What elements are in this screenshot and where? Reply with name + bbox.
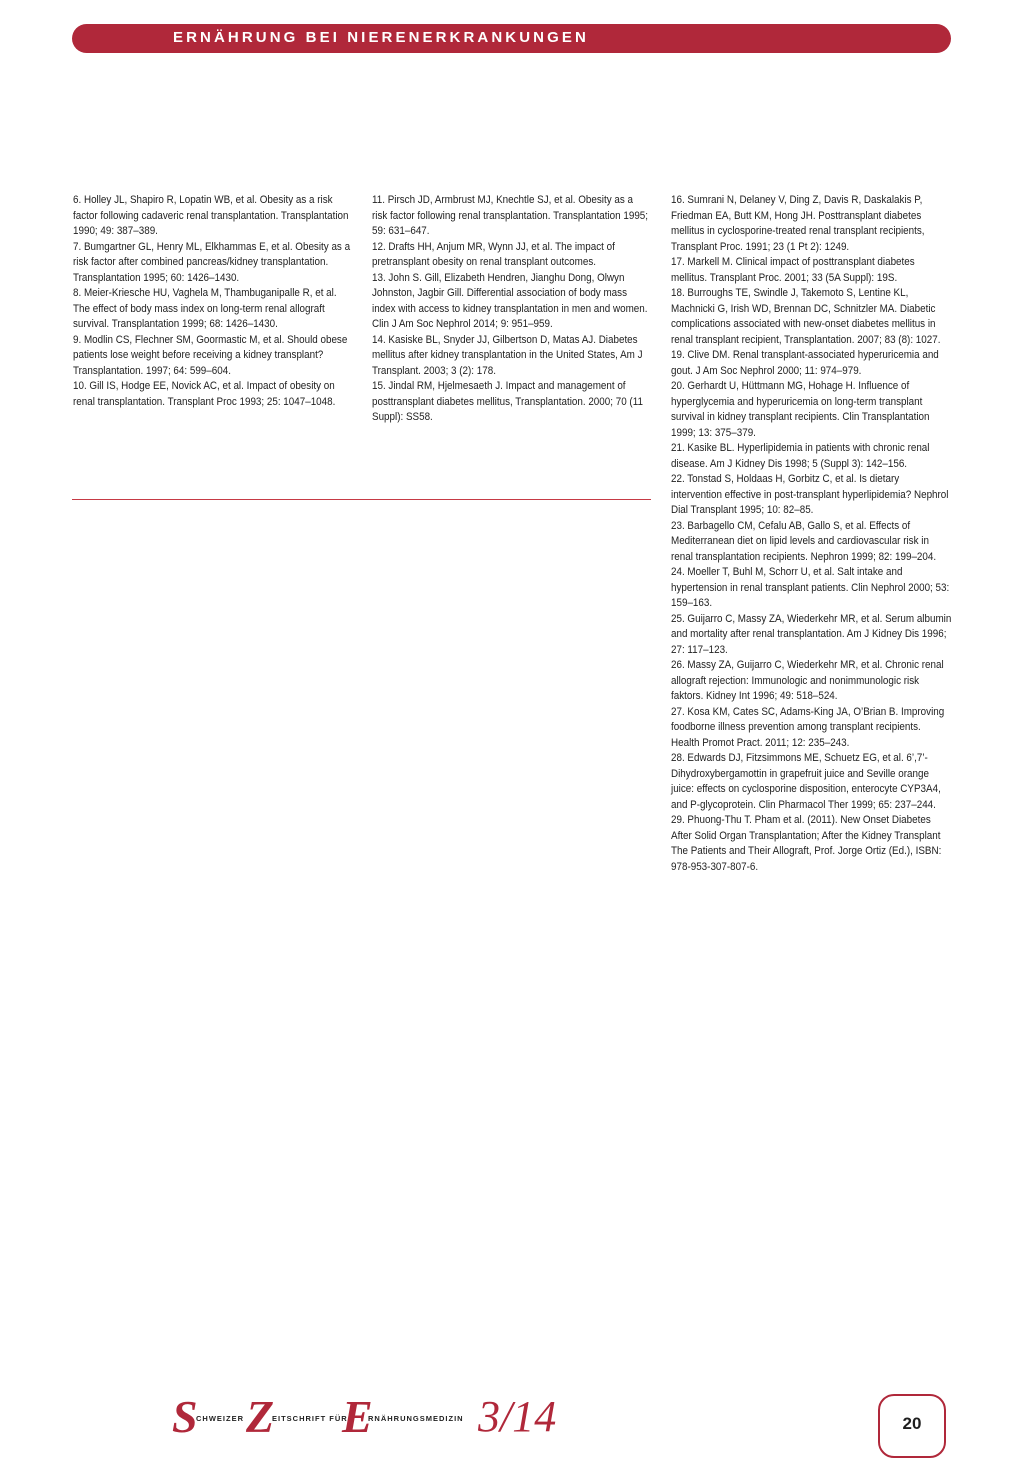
- reference-item: 29. Phuong-Thu T. Pham et al. (2011). New Onset Diabetes After Solid Organ Transplantation; After the Kidney Transplant The Patients and Their Allograft, Prof. Jorge Ortiz (Ed.), ISBN: 978-953-307-807-6.: [671, 814, 942, 873]
- reference-item: 10. Gill IS, Hodge EE, Novick AC, et al. Impact of obesity on renal transplantation. Transplant Proc 1993; 25: 1047–1048.: [73, 380, 336, 408]
- reference-item: 8. Meier-Kriesche HU, Vaghela M, Thambuganipalle R, et al. The effect of body mass index on long-term renal allograft survival. Transplantation 1999; 68: 1426–1430.: [73, 287, 337, 330]
- reference-item: 26. Massy ZA, Guijarro C, Wiederkehr MR, et al. Chronic renal allograft rejection: Immunologic and nonimmunologic risk faktors. Kidney Int 1996; 49: 518–524.: [671, 659, 944, 702]
- section-divider: [72, 499, 651, 500]
- section-title: ERNÄHRUNG BEI NIERENERKRANKUNGEN: [173, 29, 589, 46]
- reference-item: 18. Burroughs TE, Swindle J, Takemoto S, Lentine KL, Machnicki G, Irish WD, Brennan DC, Schnitzler MA. Diabetic complications associated with new-onset diabetes mellitus in renal transplant recipient, Transplantation. 2007; 83 (8): 1027.: [671, 287, 941, 346]
- reference-item: 24. Moeller T, Buhl M, Schorr U, et al. Salt intake and hypertension in renal transplant patients. Clin Nephrol 2000; 53: 159–163.: [671, 566, 950, 609]
- reference-item: 13. John S. Gill, Elizabeth Hendren, Jianghu Dong, Olwyn Johnston, Jagbir Gill. Differential association of body mass index with access to kidney transplantation in men and women. Clin J Am Soc Nephrol 2014; 9: 951–959.: [372, 271, 648, 330]
- reference-item: 28. Edwards DJ, Fitzsimmons ME, Schuetz EG, et al. 6’,7’-Dihydroxybergamottin in grapefruit juice and Seville orange juice: effects on cyclosporine disposition, enterocyte CYP3A4, and P-glycoprotein. Clin Pharmacol Ther 1999; 65: 237–244.: [671, 752, 941, 811]
- reference-item: 9. Modlin CS, Flechner SM, Goormastic M, et al. Should obese patients lose weight before receiving a kidney transplant? Transplantation. 1997; 64: 599–604.: [73, 333, 348, 377]
- logo-word-ernaehrungsmedizin: RNÄHRUNGSMEDIZIN: [368, 1414, 464, 1423]
- reference-item: 21. Kasike BL. Hyperlipidemia in patients with chronic renal disease. Am J Kidney Dis 1998; 5 (Suppl 3): 142–156.: [671, 442, 930, 470]
- section-header-bar: [72, 24, 951, 53]
- reference-item: 22. Tonstad S, Holdaas H, Gorbitz C, et al. Is dietary intervention effective in post-transplant hyperlipidemia? Nephrol Dial Transplant 1995; 10: 82–85.: [671, 473, 949, 516]
- logo-word-schweizer: CHWEIZER: [196, 1414, 244, 1423]
- reference-item: 15. Jindal RM, Hjelmesaeth J. Impact and management of posttransplant diabetes mellitus, Transplantation. 2000; 70 (11 Suppl): SS58.: [372, 380, 643, 423]
- reference-item: 11. Pirsch JD, Armbrust MJ, Knechtle SJ, et al. Obesity as a risk factor following renal transplantation. Transplantation 1995; 59: 631–647.: [372, 194, 649, 237]
- references-column-3: [671, 193, 952, 875]
- page-number-tab: [878, 1394, 946, 1458]
- issue-number: 3/14: [478, 1392, 557, 1441]
- journal-logo: [172, 1392, 572, 1442]
- logo-letter-s: S: [172, 1391, 198, 1442]
- reference-item: 12. Drafts HH, Anjum MR, Wynn JJ, et al. The impact of pretransplant obesity on renal transplant outcomes.: [372, 240, 615, 268]
- logo-letter-e: E: [342, 1391, 373, 1442]
- reference-item: 6. Holley JL, Shapiro R, Lopatin WB, et al. Obesity as a risk factor following cadaveric renal transplantation. Transplantation 1990; 49: 387–389.: [73, 194, 349, 237]
- logo-letter-z: Z: [246, 1391, 275, 1442]
- reference-item: 19. Clive DM. Renal transplant-associated hyperuricemia and gout. J Am Soc Nephrol 2000; 11: 974–979.: [671, 349, 939, 377]
- reference-item: 16. Sumrani N, Delaney V, Ding Z, Davis R, Daskalakis P, Friedman EA, Butt KM, Hong JH. Posttransplant diabetes mellitus in cyclosporine-treated renal transplant recipients, Transplant Proc. 1991; 23 (1 Pt 2): 1249.: [671, 194, 925, 253]
- reference-item: 27. Kosa KM, Cates SC, Adams-King JA, O’Brian B. Improving foodborne illness prevention among transplant recipients. Health Promot Pract. 2011; 12: 235–243.: [671, 705, 945, 749]
- references-column-2: [372, 193, 651, 426]
- page-number: 20: [902, 1414, 922, 1433]
- logo-word-zeitschrift: EITSCHRIFT FÜR: [272, 1414, 348, 1423]
- reference-item: 25. Guijarro C, Massy ZA, Wiederkehr MR, et al. Serum albumin and mortality after renal transplantation. Am J Kidney Dis 1996; 27: 117–123.: [671, 612, 952, 656]
- reference-item: 20. Gerhardt U, Hüttmann MG, Hohage H. Influence of hyperglycemia and hyperuricemia on long-term transplant survival in kidney transplant recipients. Clin Transplantation 1999; 13: 375–379.: [671, 380, 930, 439]
- reference-item: 17. Markell M. Clinical impact of posttransplant diabetes mellitus. Transplant Proc. 2001; 33 (5A Suppl): 19S.: [671, 256, 915, 284]
- references-column-1: [73, 193, 350, 410]
- reference-item: 23. Barbagello CM, Cefalu AB, Gallo S, et al. Effects of Mediterranean diet on lipid levels and cardiovascular risk in renal transplantation recipients. Nephron 1999; 82: 199–204.: [671, 519, 937, 563]
- reference-item: 7. Bumgartner GL, Henry ML, Elkhammas E, et al. Obesity as a risk factor after combined pancreas/kidney transplantation. Transplantation 1995; 60: 1426–1430.: [73, 240, 351, 284]
- reference-item: 14. Kasiske BL, Snyder JJ, Gilbertson D, Matas AJ. Diabetes mellitus after kidney transplantation in the United States, Am J Transplant. 2003; 3 (2): 178.: [372, 333, 643, 377]
